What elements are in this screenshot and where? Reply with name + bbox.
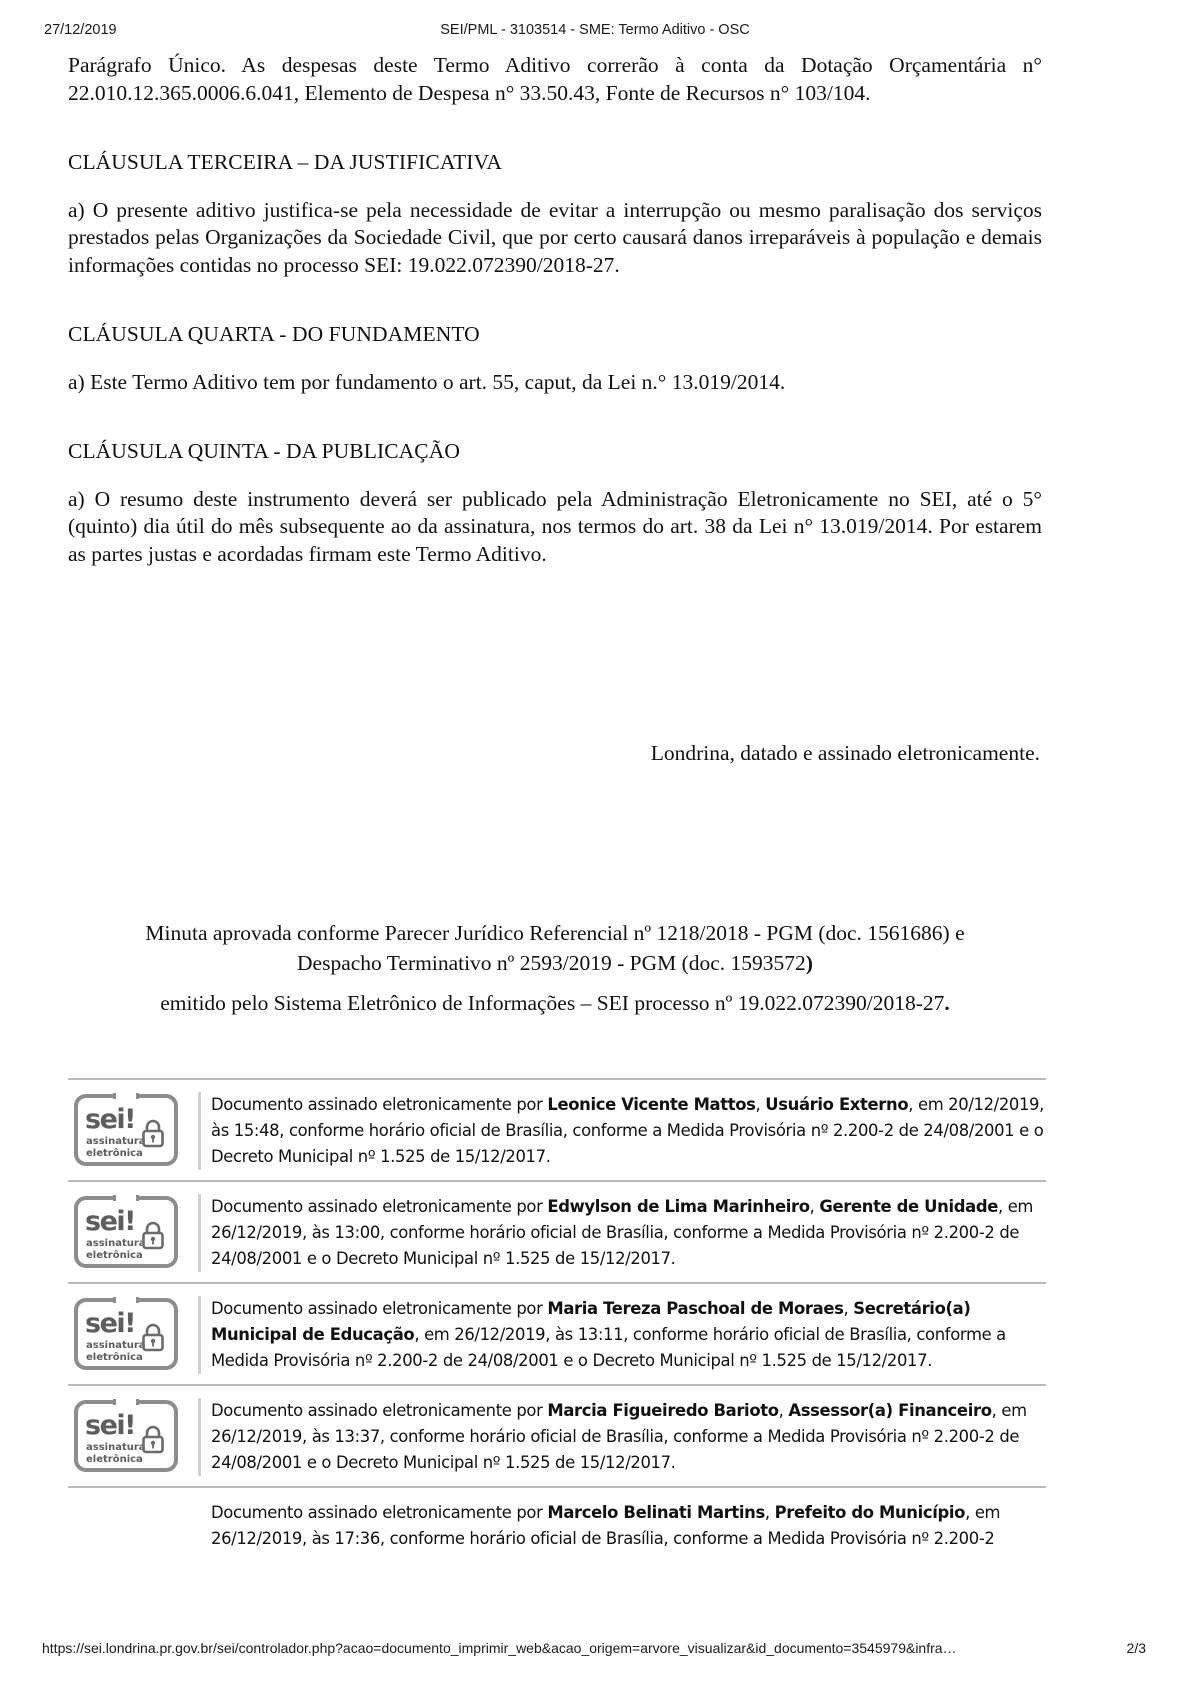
sei-badge	[74, 1196, 178, 1268]
padlock-icon	[140, 1322, 166, 1352]
signature-prefix: Documento assinado eletronicamente por	[211, 1299, 548, 1318]
sei-signature-logo	[68, 1400, 186, 1474]
sei-badge	[74, 1094, 178, 1166]
signature-block	[68, 1180, 1046, 1282]
sei-subtitle-line2: eletrônica	[86, 1351, 143, 1363]
minuta-line-2-text: Despacho Terminativo nº 2593/2019 - PGM (doc. 1593572	[297, 950, 806, 975]
minuta-line-2	[68, 948, 1042, 978]
signature-suffix: , em 26/12/2019, às 13:11, conforme horário oficial de Brasília, conforme a Medida Provisória nº 2.200-2 de 24/08/2001 e o Decreto Municipal nº 1.525 de 15/12/2017.	[211, 1325, 1006, 1370]
print-header-title: SEI/PML - 3103514 - SME: Termo Aditivo - OSC	[440, 22, 750, 38]
minuta-line-3	[68, 988, 1042, 1018]
badge-notch	[113, 1399, 139, 1405]
signer-name: Marcelo Belinati Martins	[547, 1503, 765, 1522]
padlock-icon	[140, 1424, 166, 1454]
badge-notch	[113, 1195, 139, 1201]
badge-notch	[113, 1093, 139, 1099]
minuta-line-3-text: emitido pelo Sistema Eletrônico de Informações – SEI processo nº 19.022.072390/2018-27	[160, 990, 945, 1015]
minuta-line-3-bold: .	[944, 990, 950, 1015]
signer-role: Usuário Externo	[765, 1095, 909, 1114]
sei-subtitle-line1: assinatura	[86, 1340, 146, 1351]
minuta-line-1: Minuta aprovada conforme Parecer Jurídico Referencial nº 1218/2018 - PGM (doc. 1561686) e	[145, 920, 965, 945]
clause-heading-quinta: CLÁUSULA QUINTA - DA PUBLICAÇÃO	[68, 439, 460, 463]
signer-name: Leonice Vicente Mattos	[547, 1095, 756, 1114]
spacer	[68, 466, 1042, 486]
closing-line: Londrina, datado e assinado eletronicamente.	[650, 741, 1040, 765]
sei-subtitle	[86, 1340, 146, 1363]
signature-suffix: , em 26/12/2019, às 13:00, conforme horário oficial de Brasília, conforme a Medida Provisória nº 2.200-2 de 24/08/2001 e o Decreto Municipal nº 1.525 de 15/12/2017.	[211, 1197, 1034, 1268]
signature-separator: ,	[843, 1299, 854, 1318]
sei-wordmark: sei!	[85, 1206, 135, 1237]
signature-separator: ,	[764, 1503, 775, 1522]
signature-separator: ,	[755, 1095, 766, 1114]
signer-role: Prefeito do Município	[774, 1503, 966, 1522]
padlock-icon	[140, 1118, 166, 1148]
sei-subtitle-line2: eletrônica	[86, 1453, 143, 1465]
signature-prefix: Documento assinado eletronicamente por	[211, 1401, 548, 1420]
sei-subtitle	[86, 1442, 146, 1465]
signature-block	[68, 1384, 1046, 1486]
signature-prefix: Documento assinado eletronicamente por	[211, 1095, 548, 1114]
signature-text	[198, 1092, 1046, 1170]
signature-suffix: , em 26/12/2019, às 13:37, conforme horário oficial de Brasília, conforme a Medida Provisória nº 2.200-2 de 24/08/2001 e o Decreto Municipal nº 1.525 de 15/12/2017.	[211, 1401, 1027, 1472]
sei-subtitle	[86, 1238, 146, 1261]
signature-text	[198, 1296, 1046, 1374]
signature-separator: ,	[778, 1401, 789, 1420]
sei-wordmark: sei!	[85, 1410, 135, 1441]
sei-subtitle-line2: eletrônica	[86, 1147, 143, 1159]
signature-text	[198, 1500, 1046, 1552]
sei-subtitle-line1: assinatura	[86, 1442, 146, 1453]
signer-role: Gerente de Unidade	[819, 1197, 998, 1216]
signature-list	[68, 1078, 1046, 1562]
spacer	[68, 978, 1042, 988]
print-header	[0, 22, 1190, 44]
print-header-date: 27/12/2019	[44, 22, 117, 38]
document-body	[68, 52, 1042, 1018]
sei-badge	[74, 1400, 178, 1472]
sei-badge	[74, 1298, 178, 1370]
signature-suffix: , em 20/12/2019, às 15:48, conforme horário oficial de Brasília, conforme a Medida Provisória nº 2.200-2 de 24/08/2001 e o Decreto Municipal nº 1.525 de 15/12/2017.	[211, 1095, 1044, 1166]
sei-subtitle-line1: assinatura	[86, 1238, 146, 1249]
sei-signature-logo	[68, 1196, 186, 1270]
spacer	[68, 177, 1042, 197]
signer-name: Maria Tereza Paschoal de Moraes	[547, 1299, 844, 1318]
signer-name: Marcia Figueiredo Barioto	[547, 1401, 779, 1420]
badge-notch	[113, 1297, 139, 1303]
signature-block	[68, 1486, 1046, 1562]
sei-signature-logo	[68, 1298, 186, 1372]
signature-text	[198, 1398, 1046, 1476]
signature-suffix: , em 26/12/2019, às 17:36, conforme horário oficial de Brasília, conforme a Medida Provisória nº 2.200-2	[211, 1503, 1001, 1548]
signer-role: Assessor(a) Financeiro	[788, 1401, 992, 1420]
sei-subtitle	[86, 1136, 146, 1159]
clause-body-quarta: a) Este Termo Aditivo tem por fundamento o art. 55, caput, da Lei n.° 13.019/2014.	[68, 369, 786, 394]
sei-wordmark: sei!	[85, 1104, 135, 1135]
spacer	[68, 349, 1042, 369]
signer-name: Edwylson de Lima Marinheiro	[547, 1197, 810, 1216]
clause-body-quinta: a) O resumo deste instrumento deverá ser publicado pela Administração Eletronicamente no SEI, até o 5° (quinto) dia útil do mês subsequente ao da assinatura, nos termos do art. 38 da Lei n° 13.019/2014. Por estarem as partes justas e acordadas firmam este Termo Aditivo.	[68, 486, 1042, 566]
signer-role: Secretário(a) Municipal de Educação	[211, 1299, 971, 1344]
clause-heading-terceira: CLÁUSULA TERCEIRA – DA JUSTIFICATIVA	[68, 150, 503, 174]
spacer	[68, 279, 1042, 321]
signature-prefix: Documento assinado eletronicamente por	[211, 1197, 548, 1216]
clause-body-terceira: a) O presente aditivo justifica-se pela necessidade de evitar a interrupção ou mesmo paralisação dos serviços prestados pelas Organizações da Sociedade Civil, que por certo causará danos irreparáveis à população e demais informações contidas no processo SEI: 19.022.072390/2018-27.	[68, 197, 1042, 277]
signature-block	[68, 1282, 1046, 1384]
signature-block	[68, 1078, 1046, 1180]
sei-wordmark: sei!	[85, 1308, 135, 1339]
signature-prefix: Documento assinado eletronicamente por	[211, 1503, 548, 1522]
sei-subtitle-line2: eletrônica	[86, 1249, 143, 1261]
sei-subtitle-line1: assinatura	[86, 1136, 146, 1147]
spacer	[68, 107, 1042, 149]
minuta-line-2-bold: )	[805, 950, 813, 975]
spacer	[68, 568, 1042, 740]
signature-separator: ,	[809, 1197, 820, 1216]
clause-heading-quarta: CLÁUSULA QUARTA - DO FUNDAMENTO	[68, 322, 480, 346]
spacer	[68, 768, 1042, 918]
paragrafo-unico: Parágrafo Único. As despesas deste Termo Aditivo correrão à conta da Dotação Orçamentária n° 22.010.12.365.0006.6.041, Elemento de Despesa n° 33.50.43, Fonte de Recursos n° 103/104.	[68, 53, 1042, 105]
signature-text	[198, 1194, 1046, 1272]
sei-signature-logo	[68, 1094, 186, 1168]
spacer	[68, 396, 1042, 438]
print-footer	[0, 1640, 1190, 1660]
padlock-icon	[140, 1220, 166, 1250]
print-footer-page-number: 2/3	[1126, 1640, 1146, 1656]
print-footer-url: https://sei.londrina.pr.gov.br/sei/controlador.php?acao=documento_imprimir_web&acao_origem=arvore_visualizar&id_documento=3545979&infra…	[42, 1640, 957, 1656]
